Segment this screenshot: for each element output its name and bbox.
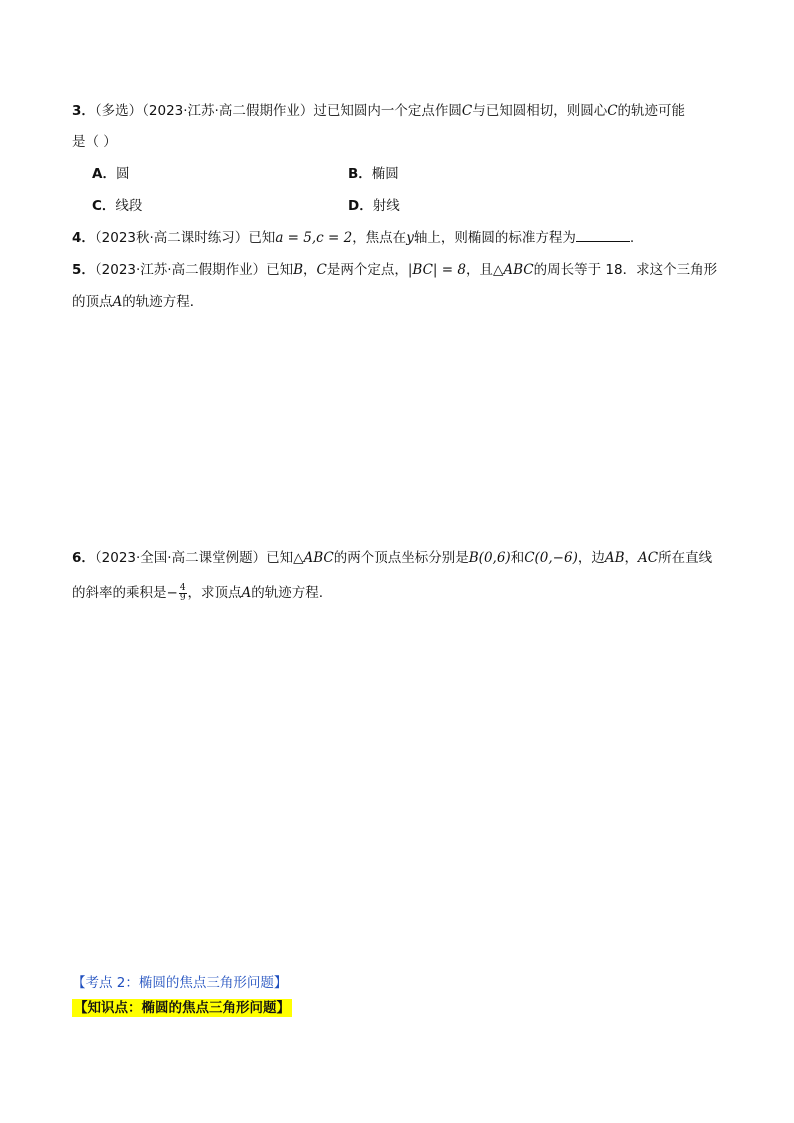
question-5-source-tag: （2023·江苏·高二假期作业） [94, 262, 267, 278]
question-5-var-b: B [293, 262, 304, 278]
choice-b-label: B． [348, 166, 372, 182]
fraction-denominator: 9 [179, 592, 186, 603]
question-6-number: 6． [72, 550, 95, 566]
question-6-line-1 [72, 548, 712, 568]
question-5-text: 已知 [266, 262, 294, 278]
question-6-triangle: △ABC [293, 550, 334, 566]
fraction [179, 584, 187, 603]
question-6-text: ，边 [577, 550, 605, 566]
choice-d-label: D． [348, 198, 373, 214]
question-4-source-tag: （2023秋·高二课时练习） [94, 230, 249, 246]
question-4-period: . [629, 230, 635, 246]
choice-b-text: 椭圆 [371, 166, 399, 182]
question-5-line-1 [72, 260, 717, 280]
question-3-source-tag: （多选）（2023·江苏·高二假期作业） [94, 103, 314, 119]
question-5-text: ，且 [465, 262, 493, 278]
question-6-text: ，求顶点 [187, 585, 242, 601]
question-6-text: 的轨迹方程. [251, 585, 324, 601]
question-6-text: 和 [510, 550, 525, 566]
question-6-text: 所在直线 [658, 550, 713, 566]
question-5-text: 的周长等于 18．求这个三角形 [533, 262, 718, 278]
choice-a [92, 164, 129, 184]
question-4-line-1 [72, 228, 634, 248]
question-4-text: ，焦点在 [352, 230, 407, 246]
question-5-math: |BC| = 8 [407, 262, 466, 278]
question-6-source-tag: （2023·全国·高二课堂例题） [94, 550, 267, 566]
question-6-var-ab: AB [604, 550, 625, 566]
question-5-var-a: A [112, 294, 123, 310]
question-5-triangle: △ABC [492, 262, 534, 278]
question-5-text: 的顶点 [72, 294, 113, 310]
choice-d [348, 196, 400, 216]
question-4-text: 轴上，则椭圆的标准方程为 [413, 230, 576, 246]
choice-c [92, 196, 142, 216]
question-3-var-c: C [607, 103, 618, 119]
fraction-sign: − [166, 585, 178, 601]
question-3-text: 过已知圆内一个定点作圆 [313, 103, 462, 119]
question-6-text: 的斜率的乘积是 [72, 585, 167, 601]
question-4-text: 已知 [248, 230, 276, 246]
question-6-point-b: B(0,6) [468, 550, 511, 566]
question-5-number: 5． [72, 262, 95, 278]
question-3-line-2: 是（ ） [72, 134, 117, 150]
question-6-var-ac: AC [638, 550, 659, 566]
question-6-line-2 [72, 583, 323, 603]
question-4-var-y: y [406, 230, 414, 246]
question-3-text: 的轨迹可能 [617, 103, 686, 119]
question-6-point-c: C(0,−6) [524, 550, 578, 566]
choice-c-text: 线段 [115, 198, 143, 214]
question-5-var-c: C [316, 262, 327, 278]
question-5-text: 的轨迹方程． [122, 294, 204, 310]
question-3-line-1 [72, 101, 685, 121]
choice-d-text: 射线 [372, 198, 400, 214]
question-5-line-2 [72, 292, 203, 312]
fraction-numerator: 4 [179, 582, 186, 593]
question-3-var-c: C [461, 103, 473, 119]
question-3-number: 3． [72, 103, 95, 119]
choice-a-text: 圆 [115, 166, 130, 182]
question-3-text: 与已知圆相切，则圆心 [472, 103, 608, 119]
section-heading-kaodian: 【考点 2：椭圆的焦点三角形问题】 [72, 975, 288, 991]
question-4-number: 4． [72, 230, 95, 246]
choice-c-label: C． [92, 198, 116, 214]
section-heading-zhishidian: 【知识点：椭圆的焦点三角形问题】 [74, 1000, 290, 1016]
question-6-text: 的两个顶点坐标分别是 [333, 550, 469, 566]
question-6-text: 已知 [266, 550, 294, 566]
question-6-comma: ， [624, 550, 639, 566]
question-5-comma: ， [303, 262, 317, 278]
question-4-math: a = 5,c = 2 [275, 230, 353, 246]
choice-b [348, 164, 399, 184]
choice-a-label: A． [92, 166, 116, 182]
question-6-var-a: A [241, 585, 252, 601]
answer-blank[interactable] [576, 229, 630, 242]
question-5-text: 是两个定点， [326, 262, 408, 278]
